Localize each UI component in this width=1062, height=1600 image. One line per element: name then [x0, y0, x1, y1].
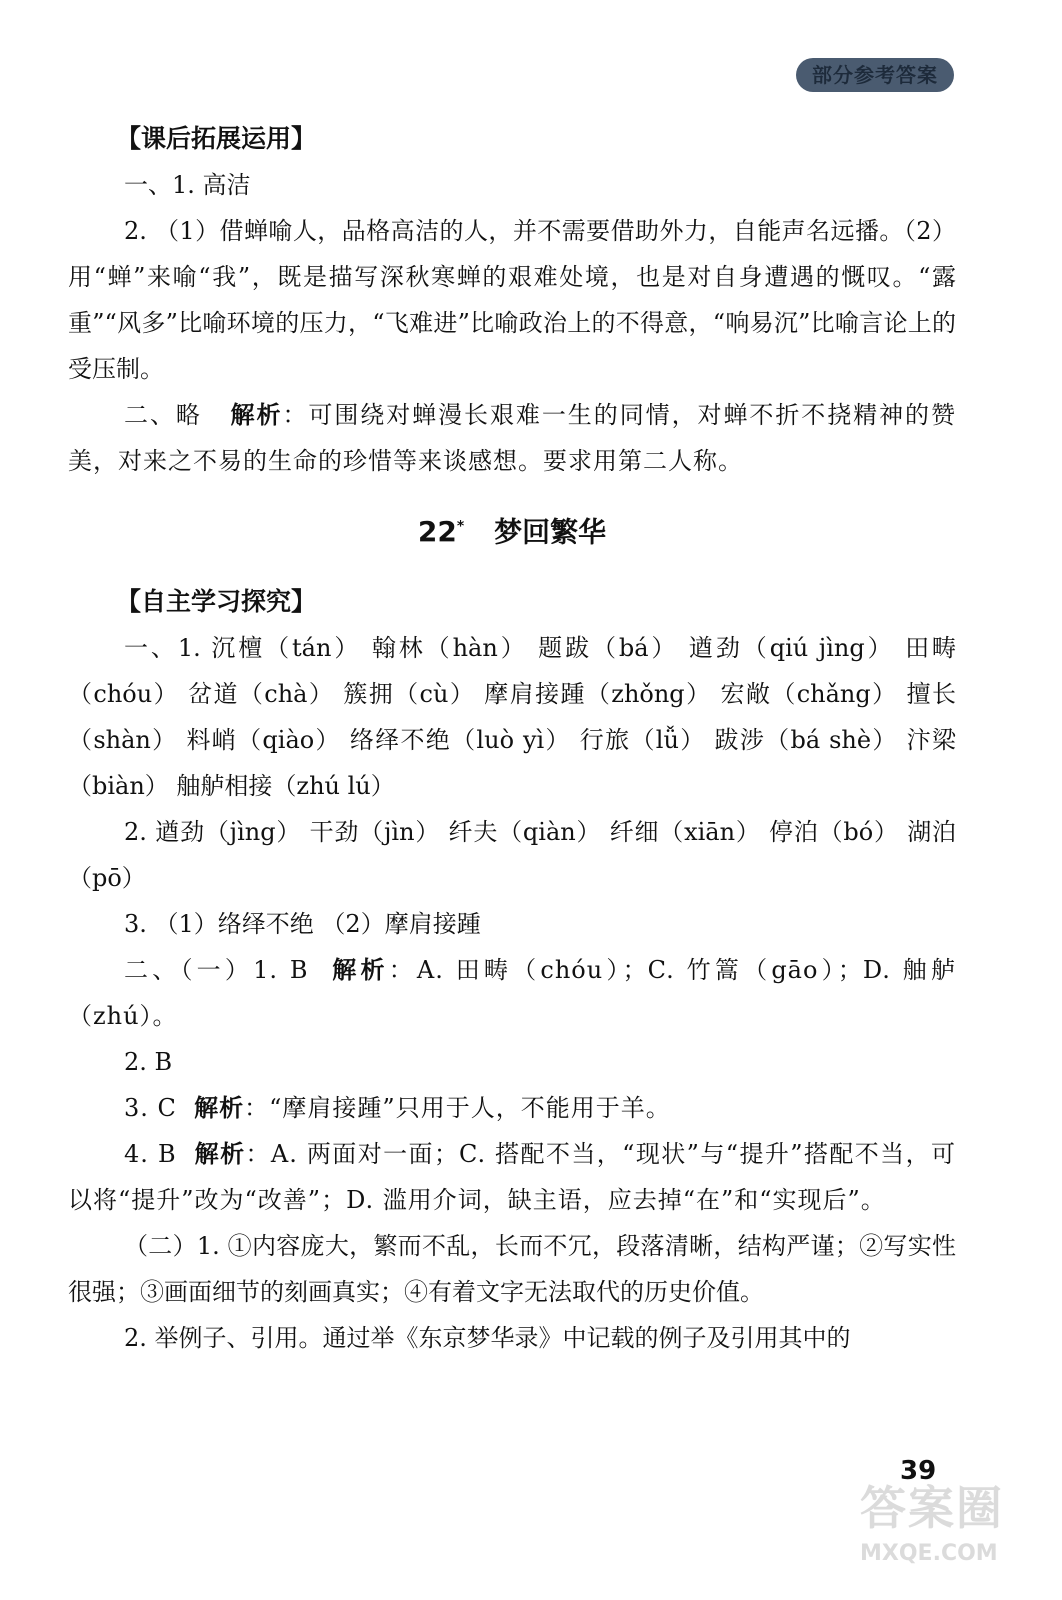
answer-label: 二、（一）1. B — [124, 956, 309, 985]
analysis-text: ：A. 两面对一面；C. 搭配不当，“现状”与“提升”搭配不当，可以将“提升”改为“改善”；D. 滥用介词，缺主语，应去掉“在”和“实现后”。 — [68, 1140, 956, 1215]
answer-paragraph: 一、1. 高洁 — [124, 171, 251, 199]
answer-label: 4. B — [124, 1140, 177, 1169]
analysis-text: ：“摩肩接踵”只用于人，不能用于羊。 — [244, 1094, 671, 1123]
watermark-text: 答案圈 — [860, 1481, 1004, 1535]
analysis-label: 解析 — [230, 401, 283, 429]
answer-paragraph — [68, 1131, 956, 1223]
analysis-text: ：A. 田畴（chóu）；C. 竹篙（gāo）；D. 舳舻（zhú）。 — [68, 956, 956, 1031]
answer-paragraph: 2. 遒劲（jìng） 干劲（jìn） 纤夫（qiàn） 纤细（xiān） 停泊（bó） 湖泊（pō） — [68, 818, 956, 893]
section-heading-self-study: 【自主学习探究】 — [116, 587, 317, 617]
analysis-text: ：可围绕对蝉漫长艰难一生的同情，对蝉不折不挠精神的赞美，对来之不易的生命的珍惜等来谈感想。要求用第二人称。 — [68, 401, 957, 475]
page-number: 39 — [900, 1456, 937, 1486]
answer-paragraph: （二）1. ①内容庞大，繁而不乱，长而不冗，段落清晰，结构严谨；②写实性很强；③画面细节的刻画真实；④有着文字无法取代的历史价值。 — [68, 1232, 956, 1307]
watermark-logo — [860, 1480, 1045, 1590]
answer-paragraph: 3. （1）络绎不绝 （2）摩肩接踵 — [124, 910, 481, 939]
analysis-label: 解析 — [194, 1140, 246, 1169]
chapter-star: * — [456, 519, 465, 535]
analysis-label: 解析 — [332, 956, 389, 985]
watermark-url: MXQE.COM — [860, 1541, 998, 1566]
chapter-name: 梦回繁华 — [494, 515, 607, 549]
analysis-label: 解析 — [194, 1094, 245, 1123]
section-heading-after-class: 【课后拓展运用】 — [116, 124, 317, 153]
answer-label: 3. C — [124, 1094, 177, 1123]
answer-label: 二、略 — [124, 401, 202, 429]
answer-paragraph: 一、1. 沉檀（tán） 翰林（hàn） 题跋（bá） 遒劲（qiú jìng） 田畴（chóu） 岔道（chà） 簇拥（cù） 摩肩接踵（zhǒng） 宏敞（chǎng） 擅长（shàn） 料峭（qiào） 络绎不绝（luò yì） 行旅（lǚ） 跋涉（bá shè） 汴梁（biàn） 舳舻相接（zhú lú） — [68, 634, 956, 801]
answer-paragraph — [68, 1085, 956, 1131]
answer-paragraph: 2. B — [124, 1048, 173, 1077]
answer-paragraph — [68, 392, 956, 484]
answer-paragraph — [68, 947, 956, 1039]
chapter-number: 22* — [417, 515, 465, 549]
answer-paragraph: 2. 举例子、引用。通过举《东京梦华录》中记载的例子及引用其中的 — [124, 1324, 851, 1353]
answer-paragraph: 2. （1）借蝉喻人，品格高洁的人，并不需要借助外力，自能声名远播。（2）用“蝉”来喻“我”，既是描写深秋寒蝉的艰难处境，也是对自身遭遇的慨叹。“露重”“风多”比喻环境的压力，“飞难进”比喻政治上的不得意，“响易沉”比喻言论上的受压制。 — [68, 217, 956, 383]
page-content — [68, 116, 956, 1361]
header-badge: 部分参考答案 — [796, 58, 954, 92]
chapter-title — [68, 502, 956, 557]
